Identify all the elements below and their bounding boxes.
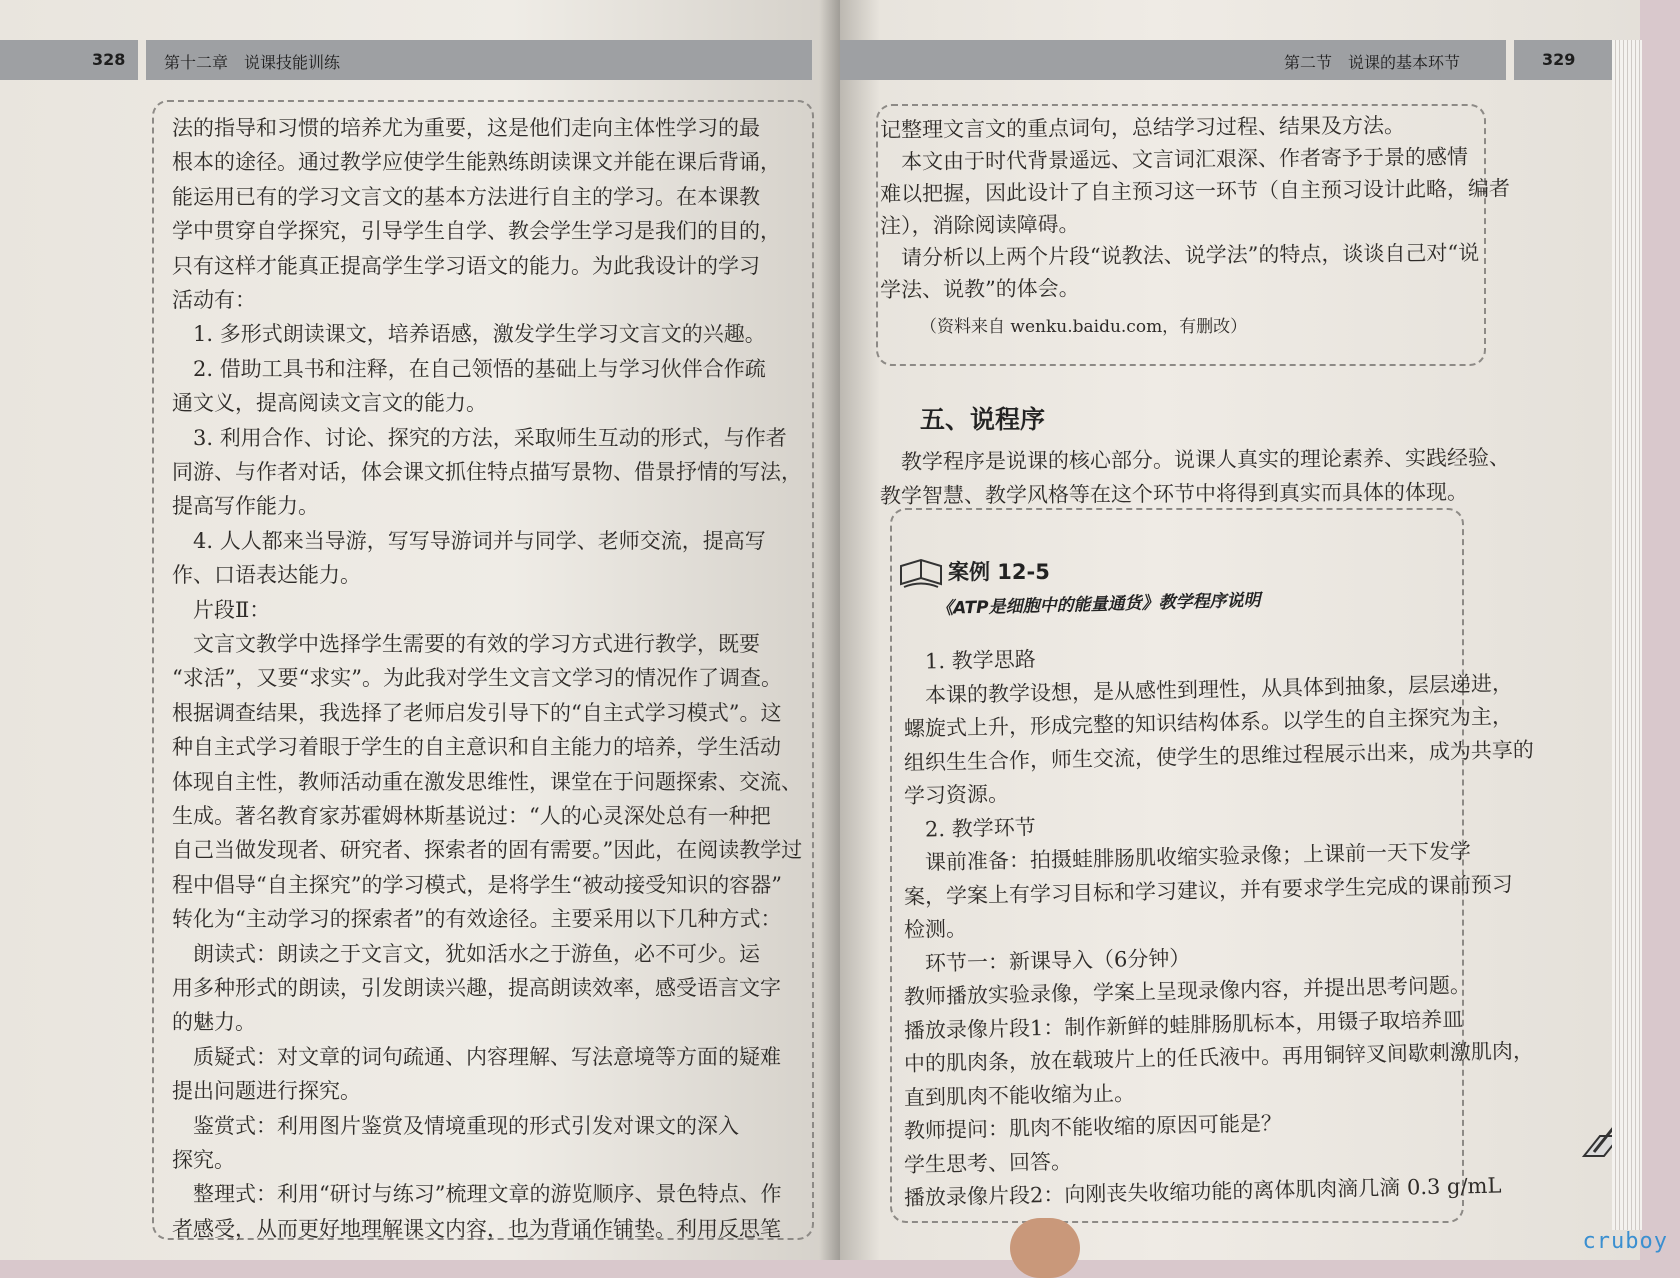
text-line: 3. 利用合作、讨论、探究的方法，采取师生互动的形式，与作者 [172, 425, 787, 450]
text-line: 教师提问：肌肉不能收缩的原因可能是？ [903, 1111, 1283, 1143]
text-line: 者感受，从而更好地理解课文内容，也为背诵作铺垫。利用反思笔 [172, 1216, 781, 1241]
text-line: 难以把握，因此设计了自主预习这一环节（自主预习设计此略，编者 [879, 176, 1511, 206]
text-line: 种自主式学习着眼于学生的自主意识和自主能力的培养，学生活动 [172, 735, 781, 760]
text-line: 检测。 [903, 916, 968, 942]
text-line: 提出问题进行探究。 [172, 1079, 361, 1104]
text-line: 探究。 [172, 1148, 235, 1172]
text-line: 法的指导和习惯的培养尤为重要，这是他们走向主体性学习的最 [172, 116, 760, 140]
chapter-title: 第十二章 说课技能训练 [164, 53, 341, 72]
thumb [1010, 1218, 1080, 1278]
text-line: 组织生生合作，师生交流，使学生的思维过程展示出来，成为共享的 [903, 737, 1535, 775]
text-line: 程中倡导“自主探究”的学习模式，是将学生“被动接受知识的容器” [172, 872, 782, 897]
header-divider [138, 40, 146, 80]
left-page-header [0, 40, 812, 80]
text-line: 生成。著名教育家苏霍姆林斯基说过：“人的心灵深处总有一种把 [172, 804, 771, 828]
text-line: 学生思考、回答。 [903, 1148, 1073, 1177]
watermark: cruboy [1582, 1229, 1668, 1254]
text-line: 教学智慧、教学风格等在这个环节中将得到真实而具体的体现。 [879, 479, 1469, 508]
section-heading: 五、说程序 [920, 405, 1046, 434]
text-line: 记整理文言文的重点词句，总结学习过程、结果及方法。 [879, 113, 1406, 142]
text-line: 朗读式：朗读之于文言文，犹如活水之于游鱼，必不可少。运 [172, 941, 760, 966]
text-line: “求活”，又要“求实”。为此我对学生文言文学习的情况作了调查。 [172, 666, 782, 691]
section-title: 第二节 说课的基本环节 [1284, 53, 1461, 72]
text-line: 作、口语表达能力。 [172, 563, 361, 588]
right-page-number: 329 [1542, 50, 1576, 69]
text-line: 的魅力。 [172, 1010, 256, 1035]
text-line: 片段Ⅱ： [172, 597, 271, 622]
text-line: 活动有： [172, 288, 256, 312]
text-line: 能运用已有的学习文言文的基本方法进行自主的学习。在本课教 [172, 184, 760, 209]
text-line: 用多种形式的朗读，引发朗读兴趣，提高朗读效率，感受语言文字 [172, 976, 781, 1000]
text-line: 整理式：利用“研讨与练习”梳理文章的游览顺序、景色特点、作 [172, 1182, 782, 1207]
text-line: 环节一：新课导入（6分钟） [903, 945, 1191, 976]
text-line: 1. 多形式朗读课文，培养语感，激发学生学习文言文的兴趣。 [172, 322, 766, 347]
text-line: 本文由于时代背景遥远、文言词汇艰深、作者寄予于景的感情 [879, 144, 1469, 174]
text-line: 中的肌肉条，放在载玻片上的任氏液中。再用铜锌叉间歇刺激肌肉， [903, 1038, 1535, 1076]
text-line: 本课的教学设想，是从感性到理性，从具体到抽象，层层递进， [903, 670, 1514, 708]
text-line: 学中贯穿自学探究，引导学生自学、教会学生学习是我们的目的， [172, 219, 781, 244]
text-line: 注），消除阅读障碍。 [879, 212, 1080, 238]
text-line: 播放录像片段1：制作新鲜的蛙腓肠肌标本，用镊子取培养皿 [903, 1006, 1464, 1043]
text-line: 请分析以上两个片段“说教法、说学法”的特点，谈谈自己对“说 [879, 240, 1480, 270]
text-line: 根据调查结果，我选择了老师启发引导下的“自主式学习模式”。这 [172, 700, 782, 725]
text-line: 2. 借助工具书和注释，在自己领悟的基础上与学习伙伴合作疏 [172, 356, 766, 381]
text-line: 螺旋式上升，形成完整的知识结构体系。以学生的自主探究为主， [903, 704, 1514, 741]
text-line: 鉴赏式：利用图片鉴赏及情境重现的形式引发对课文的深入 [172, 1113, 739, 1138]
text-line: 质疑式：对文章的词句疏通、内容理解、写法意境等方面的疑难 [172, 1044, 781, 1069]
text-line: 同游、与作者对话，体会课文抓住特点描写景物、借景抒情的写法， [172, 460, 802, 484]
page-edges [1612, 40, 1642, 1230]
source-note: （资料来自 wenku.baidu.com，有删改） [920, 317, 1248, 337]
text-line: 4. 人人都来当导游，写写导游词并与同学、老师交流，提高写 [172, 528, 766, 553]
case-label: 案例 12-5 [948, 560, 1050, 584]
text-line: 1. 教学思路 [903, 647, 1036, 674]
text-line: 自己当做发现者、研究者、探索者的固有需要。”因此，在阅读教学过 [172, 838, 803, 863]
case-title: 《ATP是细胞中的能量通货》教学程序说明 [935, 590, 1261, 619]
text-line: 文言文教学中选择学生需要的有效的学习方式进行教学，既要 [172, 632, 760, 656]
header-divider [1506, 40, 1514, 80]
text-line: 通文义，提高阅读文言文的能力。 [172, 391, 487, 416]
text-line: 只有这样才能真正提高学生学习语文的能力。为此我设计的学习 [172, 253, 760, 278]
text-line: 提高写作能力。 [172, 494, 319, 519]
right-page [840, 0, 1640, 1260]
text-line: 教学程序是说课的核心部分。说课人真实的理论素养、实践经验、 [879, 445, 1511, 474]
text-line: 播放录像片段2：向刚丧失收缩功能的离体肌肉滴几滴 0.3 g/mL [903, 1173, 1502, 1210]
text-line: 课前准备：拍摄蛙腓肠肌收缩实验录像；上课前一天下发学 [903, 839, 1472, 875]
text-line: 根本的途径。通过教学应使学生能熟练朗读课文并能在课后背诵， [172, 150, 781, 175]
left-page-number: 328 [92, 50, 126, 69]
text-line: 学习资源。 [903, 781, 1010, 808]
text-line: 案，学案上有学习目标和学习建议，并有要求学生完成的课前预习 [903, 871, 1514, 909]
text-line: 教师播放实验录像，学案上呈现录像内容，并提出思考问题。 [903, 973, 1472, 1009]
right-page-header [840, 40, 1612, 80]
text-line: 2. 教学环节 [903, 814, 1036, 842]
text-line: 体现自主性，教师活动重在激发思维性，课堂在于问题探索、交流、 [172, 769, 802, 794]
open-book-icon [898, 556, 944, 594]
text-line: 学法、说教”的体会。 [879, 276, 1080, 302]
text-line: 转化为“主动学习的探索者”的有效途径。主要采用以下几种方式： [172, 907, 782, 932]
text-line: 直到肌肉不能收缩为止。 [903, 1080, 1136, 1110]
